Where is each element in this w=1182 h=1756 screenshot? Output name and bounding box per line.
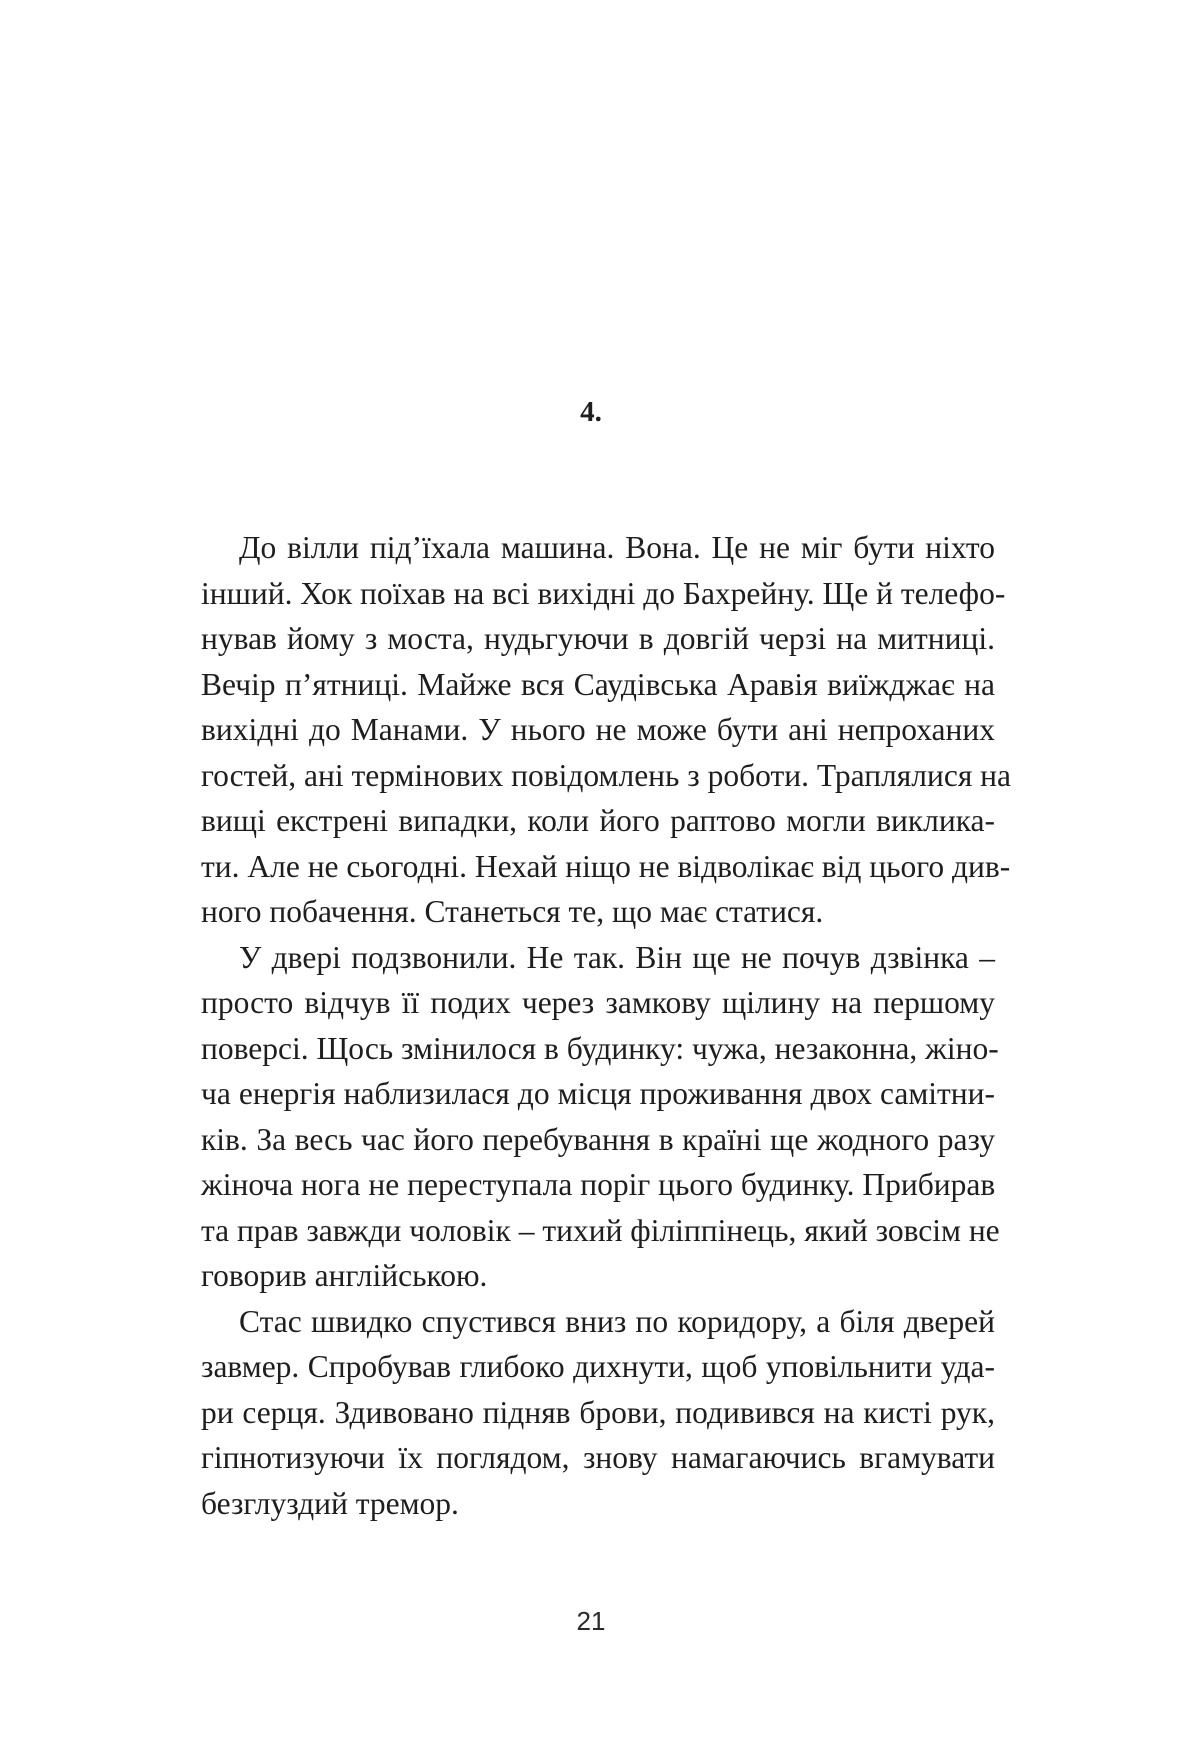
text-line: У двері подзвонили. Не так. Він ще не почув дзвінка – bbox=[239, 939, 995, 975]
text-line: вищі екстрені випадки, коли його раптово могли виклика- bbox=[201, 803, 995, 838]
text-line: та прав завжди чоловік – тихий філіппінець, який зовсім не bbox=[201, 1212, 1000, 1248]
text-line: ча енергія наблизилася до місця проживання двох самітни- bbox=[201, 1076, 995, 1111]
chapter-number: 4. bbox=[580, 396, 602, 428]
text-line: Вечір п’ятниці. Майже вся Саудівська Аравія виїжджає на bbox=[201, 666, 995, 702]
text-line: нував йому з моста, нудьгуючи в довгій черзі на митниці. bbox=[201, 621, 995, 656]
text-line: гіпнотизуючи їх поглядом, знову намагаючись вгамувати bbox=[201, 1440, 995, 1475]
text-line: гостей, ані термінових повідомлень з роботи. Траплялися на bbox=[201, 757, 1012, 793]
text-line: вихідні до Манами. У нього не може бути ані непроханих bbox=[201, 712, 995, 747]
text-line: просто відчув її подих через замкову щілину на першому bbox=[201, 985, 995, 1020]
text-line: До вілли під’їхала машина. Вона. Це не міг бути ніхто bbox=[239, 530, 995, 565]
text-line: інший. Хок поїхав на всі вихідні до Бахрейну. Ще й телефо- bbox=[201, 575, 1006, 611]
page-number: 21 bbox=[576, 1606, 606, 1636]
text-line: завмер. Спробував глибоко дихнути, щоб уповільнити уда- bbox=[201, 1349, 995, 1384]
text-line: ного побачення. Станеться те, що має статися. bbox=[201, 894, 824, 929]
text-line: говорив англійською. bbox=[201, 1258, 488, 1293]
text-line: ри серця. Здивовано підняв брови, подивився на кисті рук, bbox=[201, 1394, 995, 1430]
text-line: поверсі. Щось змінилося в будинку: чужа, незаконна, жіно- bbox=[201, 1030, 999, 1066]
text-line: Стас швидко спустився вниз по коридору, а біля дверей bbox=[239, 1303, 995, 1339]
text-line: ти. Але не сьогодні. Нехай ніщо не відволікає від цього див- bbox=[201, 848, 1011, 884]
text-line: жіноча нога не переступала поріг цього будинку. Прибирав bbox=[201, 1167, 996, 1202]
text-line: безглуздий тремор. bbox=[201, 1485, 459, 1521]
text-line: ків. За весь час його перебування в країні ще жодного разу bbox=[201, 1121, 995, 1157]
body-text bbox=[201, 525, 1012, 1526]
